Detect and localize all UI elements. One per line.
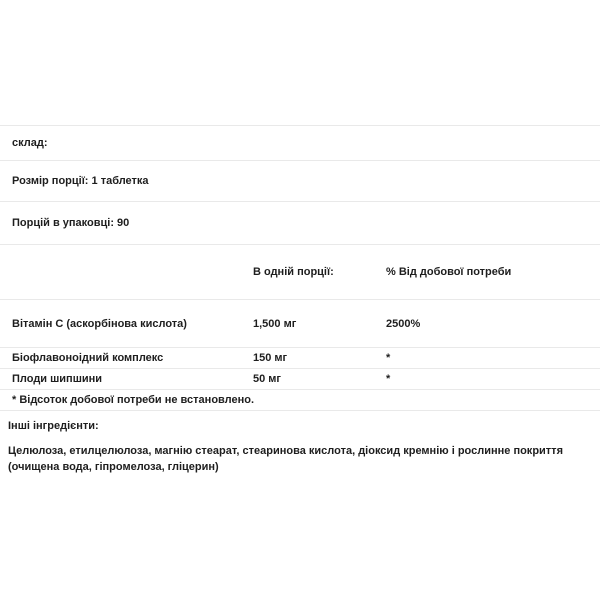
- nutrient-daily-value: *: [386, 373, 391, 385]
- composition-heading-row: [0, 126, 600, 161]
- serving-size-row: [0, 161, 600, 202]
- serving-size-label: Розмір порції: 1 таблетка: [12, 175, 149, 187]
- composition-heading: склад:: [12, 137, 48, 149]
- table-row: [0, 300, 600, 348]
- footnote-row: [0, 390, 600, 411]
- other-ingredients-text: Целюлоза, етилцелюлоза, магнію стеарат, стеаринова кислота, діоксид кремнію і рослинне покриття (очищена вода, гіпромелоза, гліцерин): [8, 445, 563, 473]
- nutrient-name: Вітамін C (аскорбінова кислота): [12, 317, 187, 330]
- nutrient-name: Плоди шипшини: [12, 373, 103, 385]
- servings-per-container-label: Порцій в упаковці: 90: [12, 217, 130, 229]
- table-header-row: [0, 245, 600, 300]
- nutrient-name: Біофлавоноідний комплекс: [12, 352, 164, 364]
- nutrient-daily-value: 2500%: [386, 317, 421, 330]
- amount-column-header: В одній порції:: [253, 266, 334, 278]
- table-row: [0, 369, 600, 390]
- nutrient-amount: 1,500 мг: [253, 317, 297, 330]
- daily-value-footnote: * Відсоток добової потреби не встановлено.: [12, 394, 255, 406]
- daily-value-column-header: % Від добової потреби: [386, 266, 512, 278]
- table-row: [0, 348, 600, 369]
- supplement-facts-table: [0, 125, 600, 411]
- nutrient-daily-value: *: [386, 352, 391, 364]
- nutrient-amount: 150 мг: [253, 352, 288, 364]
- other-ingredients-section: [0, 411, 600, 475]
- nutrient-amount: 50 мг: [253, 373, 282, 385]
- other-ingredients-heading: Інші інгредієнти:: [8, 420, 99, 432]
- servings-per-container-row: [0, 202, 600, 245]
